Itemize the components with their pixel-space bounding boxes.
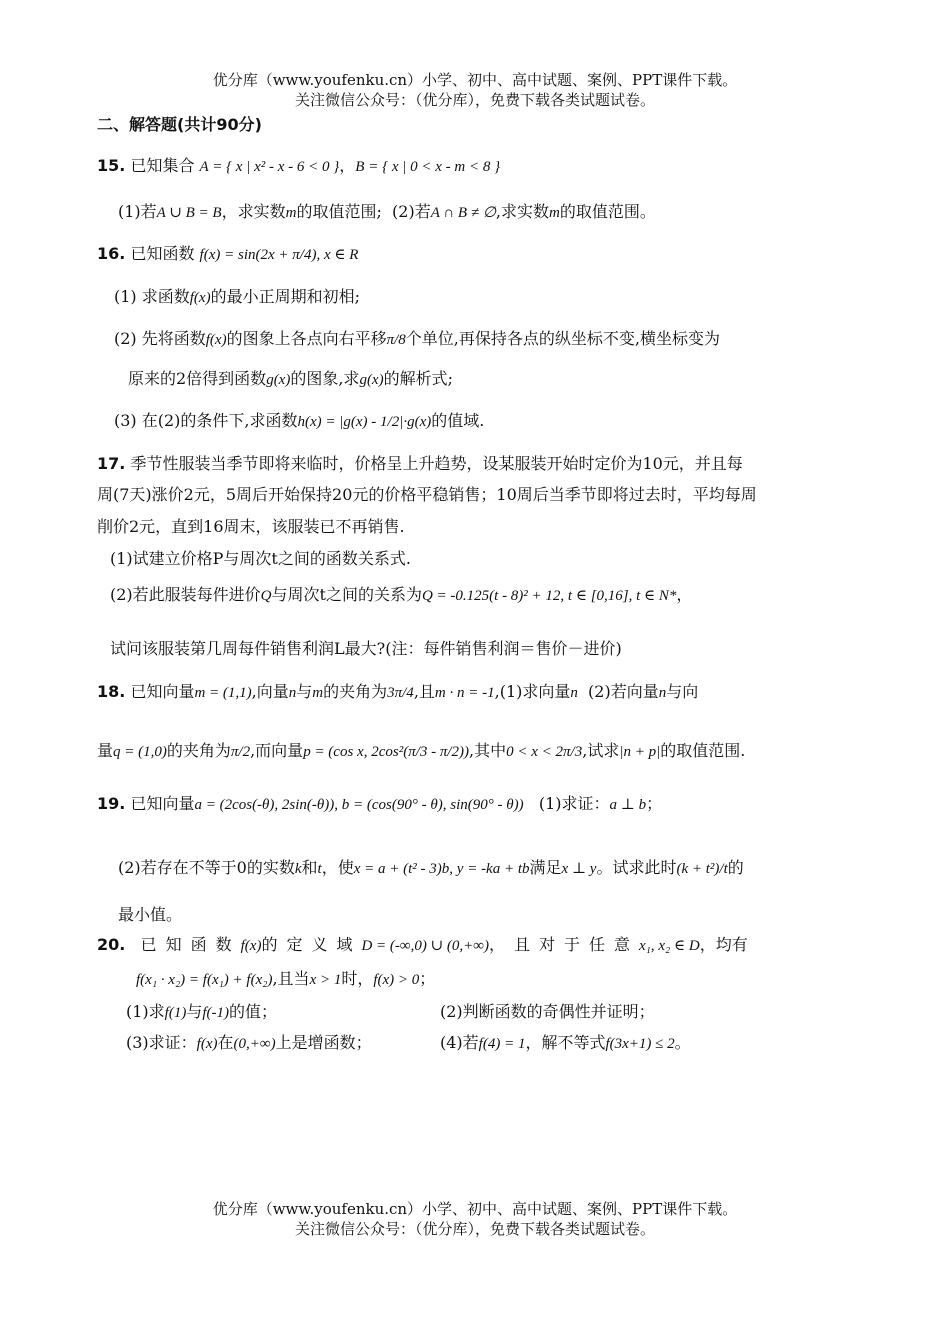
math-var: Q xyxy=(260,588,272,604)
math-expr: f(x) xyxy=(189,290,211,306)
math-vector: m = (1,1) xyxy=(194,685,252,701)
question-20-part-4 xyxy=(440,1032,691,1055)
part-text: 的值域. xyxy=(431,411,485,430)
question-number: 17. xyxy=(97,454,126,473)
question-18-line-1 xyxy=(97,681,698,704)
math-condition: x > 1 xyxy=(309,972,342,988)
page-footer xyxy=(0,1199,950,1239)
part-text: ,试求 xyxy=(582,741,620,760)
question-18-line-2 xyxy=(97,740,745,763)
part-text: 。 xyxy=(674,1033,691,1052)
part-text: 的取值范围。 xyxy=(559,202,656,221)
part-text: ； xyxy=(419,969,436,988)
page-header xyxy=(0,70,950,110)
math-var: k xyxy=(294,861,302,877)
math-condition: f(x) > 0 xyxy=(373,972,420,988)
question-17-part-1: (1)试建立价格P与周次t之间的函数关系式. xyxy=(110,549,411,568)
question-19-part-2-cont: 最小值。 xyxy=(118,905,183,924)
part-text: (1)若 xyxy=(118,202,157,221)
part-text: (4)若 xyxy=(440,1033,479,1052)
section-title: 二、解答题(共计90分) xyxy=(97,115,262,134)
math-vectors: a = (2cos(-θ), 2sin(-θ)), b = (cos(90° - θ), sin(90° - θ)) xyxy=(194,797,524,813)
math-fraction: (k + t²)/t xyxy=(676,861,728,877)
part-text: 的图象上各点向右平移 xyxy=(226,329,387,348)
question-number: 18. xyxy=(97,682,126,701)
question-19-part-2 xyxy=(118,857,744,880)
part-text: ，解不等式 xyxy=(525,1033,606,1052)
part-text: 量 xyxy=(97,741,114,760)
math-equation: f(x₁ · x₂) = f(x₁) + f(x₂) xyxy=(136,972,273,988)
question-17-line-2: 周(7天)涨价2元，5周后开始保持20元的价格平稳销售；10周后当季节即将过去时，平均每周 xyxy=(97,485,757,504)
part-text: ； xyxy=(646,794,663,813)
math-inequality: f(3x+1) ≤ 2 xyxy=(605,1036,675,1052)
question-20-line-2 xyxy=(136,968,435,991)
part-text: 的 xyxy=(727,858,744,877)
part-text: 与周次t之间的关系为 xyxy=(271,585,422,604)
question-20-part-1 xyxy=(126,1001,277,1024)
question-19-stem xyxy=(97,793,662,816)
stem-text: 已知集合 xyxy=(130,156,195,175)
math-formula: Q = -0.125(t - 8)² + 12, t ∈ [0,16], t ∈ N* xyxy=(421,588,677,604)
math-var: m xyxy=(285,205,297,221)
part-text: 的解析式; xyxy=(383,369,453,388)
math-var: n xyxy=(570,685,578,701)
question-20-part-2: (2)判断函数的奇偶性并证明； xyxy=(440,1002,655,1021)
footer-line-2: 关注微信公众号：（优分库），免费下载各类试题试卷。 xyxy=(294,1220,655,1238)
part-text: (3)求证： xyxy=(126,1033,197,1052)
math-interval: (0,+∞) xyxy=(233,1036,276,1052)
math-expr: x₁, x₂ ∈ D xyxy=(639,938,700,954)
part-text: (1)求证： xyxy=(538,794,610,813)
question-16-part-2-cont xyxy=(128,368,453,391)
question-number: 20. xyxy=(97,935,126,954)
part-text: 的夹角为 xyxy=(166,741,231,760)
part-text: 上是增函数； xyxy=(275,1033,372,1052)
math-expr: f(4) = 1 xyxy=(478,1036,526,1052)
math-expr: f(x) xyxy=(240,938,262,954)
math-function: f(x) = sin(2x + π/4), x ∈ R xyxy=(199,247,359,263)
question-16-part-1 xyxy=(114,286,360,309)
question-15-parts xyxy=(118,201,656,224)
part-text: 已知向量 xyxy=(130,682,195,701)
part-text: (2)若 xyxy=(392,202,431,221)
part-text: ，均有 xyxy=(699,935,748,954)
part-text: 时， xyxy=(341,969,374,988)
part-text: ,向量 xyxy=(251,682,289,701)
part-text: ，使 xyxy=(321,858,354,877)
math-expr: g(x) xyxy=(359,372,384,388)
math-expr: f(-1) xyxy=(202,1005,230,1021)
math-shift: π/8 xyxy=(386,332,406,348)
part-text: (2) 先将函数 xyxy=(114,329,206,348)
part-text: (2)若存在不等于0的实数 xyxy=(118,858,295,877)
question-17-line-1 xyxy=(97,453,743,475)
part-text: ，求实数 xyxy=(221,202,286,221)
question-15-stem: 15. 已知集合 A = { x | x² - x - 6 < 0 }，B = { x | 0 < x - m < 8 } xyxy=(97,156,501,175)
math-expr: x = a + (t² - 3)b, y = -ka + tb xyxy=(353,861,530,877)
question-number: 19. xyxy=(97,794,126,813)
part-text: ,求实数 xyxy=(495,202,549,221)
math-vector: q = (1,0) xyxy=(113,744,167,760)
part-text: 的定义域 xyxy=(261,935,362,954)
part-text: (2)若此服装每件进价 xyxy=(110,585,261,604)
part-text: 的取值范围. xyxy=(660,741,746,760)
question-16-part-3 xyxy=(114,410,484,433)
part-text: 的值； xyxy=(229,1002,278,1021)
math-var: t xyxy=(317,861,322,877)
part-text: 与向 xyxy=(666,682,699,701)
math-expr: f(x) xyxy=(196,1036,218,1052)
part-text: 。试求此时 xyxy=(596,858,677,877)
part-text: 已知函数 xyxy=(140,935,241,954)
math-var: n xyxy=(658,685,667,701)
part-text: (1) 求函数 xyxy=(114,287,190,306)
question-16-part-2 xyxy=(114,328,720,351)
part-text: (1)求 xyxy=(126,1002,165,1021)
math-angle: π/2 xyxy=(230,744,251,760)
header-line-2: 关注微信公众号：（优分库），免费下载各类试题试卷。 xyxy=(294,91,655,109)
math-perp: x ⊥ y xyxy=(561,861,597,877)
question-17-part-3: 试问该服装第几周每件销售利润L最大?(注：每件销售利润＝售价－进价) xyxy=(110,639,622,658)
part-text: ,且 xyxy=(413,682,435,701)
math-dot: m · n = -1 xyxy=(434,685,495,701)
part-text: 的夹角为 xyxy=(323,682,388,701)
part-text: (2)若向量 xyxy=(588,682,659,701)
math-expr: f(1) xyxy=(164,1005,187,1021)
math-set-b: B = { x | 0 < x - m < 8 } xyxy=(355,159,501,175)
part-text: ， xyxy=(676,585,693,604)
part-text: ,其中 xyxy=(469,741,507,760)
math-set-a: A = { x | x² - x - 6 < 0 } xyxy=(199,159,340,175)
math-angle: 3π/4 xyxy=(387,685,414,701)
question-16-stem xyxy=(97,243,358,266)
stem-text: 已知向量 xyxy=(130,794,195,813)
math-abs: |n + p| xyxy=(619,744,661,760)
part-text: 的图象,求 xyxy=(290,369,360,388)
part-text: ，且对于任意 xyxy=(488,935,639,954)
part-text: 原来的2倍得到函数 xyxy=(128,369,267,388)
part-text: ,且当 xyxy=(272,969,310,988)
math-condition: A ∩ B ≠ ∅ xyxy=(430,205,496,221)
math-vector: p = (cos x, 2cos²(π/3 - π/2)) xyxy=(303,744,470,760)
question-number: 15. xyxy=(97,156,126,175)
math-expr: g(x) xyxy=(266,372,291,388)
math-condition: A ∪ B = B xyxy=(156,205,222,221)
part-text: 和 xyxy=(301,858,318,877)
question-17-part-2 xyxy=(110,584,692,607)
part-text: 个单位,再保持各点的纵坐标不变,横坐标变为 xyxy=(405,329,720,348)
math-range: 0 < x < 2π/3 xyxy=(506,744,583,760)
question-number: 16. xyxy=(97,244,126,263)
part-text: (3) 在(2)的条件下,求函数 xyxy=(114,411,298,430)
part-text: 满足 xyxy=(529,858,562,877)
math-var: m xyxy=(548,205,560,221)
stem-text: 季节性服装当季节即将来临时，价格呈上升趋势，设某服装开始时定价为10元，并且每 xyxy=(130,454,743,473)
math-domain: D = (-∞,0) ∪ (0,+∞) xyxy=(361,938,489,954)
part-text: 与 xyxy=(186,1002,203,1021)
part-text: 在 xyxy=(217,1033,234,1052)
math-expr: f(x) xyxy=(205,332,227,348)
part-text: ,而向量 xyxy=(250,741,304,760)
question-20-part-3 xyxy=(126,1032,372,1055)
question-17-line-3: 削价2元，直到16周末，该服装已不再销售. xyxy=(97,517,405,536)
part-text: ,(1)求向量 xyxy=(494,682,571,701)
part-text: 的取值范围; xyxy=(296,202,382,221)
part-text: 的最小正周期和初相; xyxy=(210,287,360,306)
header-line-1: 优分库（www.youfenku.cn）小学、初中、高中试题、案例、PPT课件下载。 xyxy=(212,71,738,89)
question-20-line-1 xyxy=(97,934,748,957)
math-expr: h(x) = |g(x) - 1/2|·g(x) xyxy=(297,414,432,430)
math-perp: a ⊥ b xyxy=(609,797,647,813)
part-text: 与 xyxy=(296,682,313,701)
footer-line-1: 优分库（www.youfenku.cn）小学、初中、高中试题、案例、PPT课件下载。 xyxy=(212,1200,738,1218)
stem-text: 已知函数 xyxy=(130,244,195,263)
math-var: n xyxy=(288,685,297,701)
math-var: m xyxy=(312,685,324,701)
